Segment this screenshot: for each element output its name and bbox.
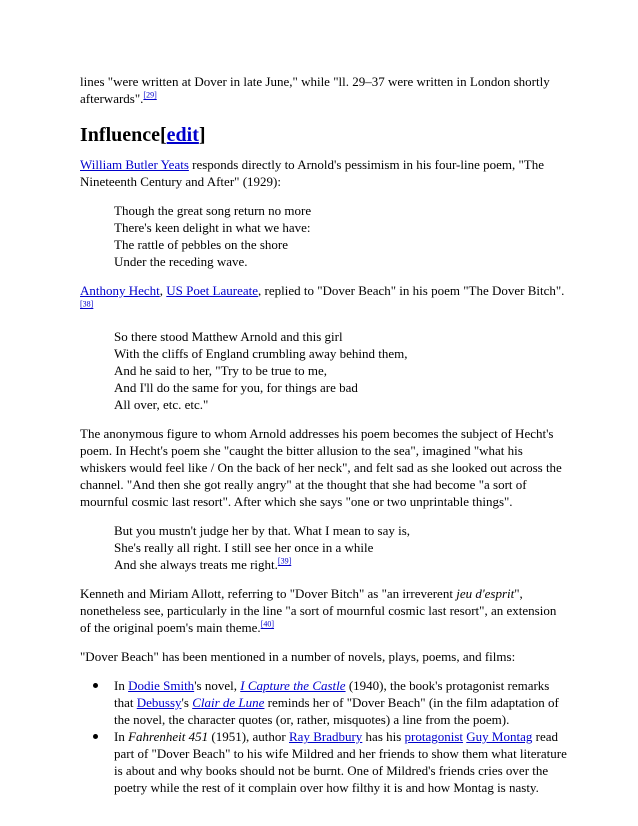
section-title: Influence <box>80 124 160 146</box>
intro-paragraph <box>80 73 570 107</box>
clair-de-lune-title[interactable]: Clair de Lune <box>192 695 265 710</box>
hecht-text: , replied to "Dover Beach" in his poem "The Dover Bitch". <box>258 283 565 298</box>
allott-paragraph <box>80 585 570 636</box>
list-item <box>114 677 570 728</box>
ref-39-link[interactable]: [39] <box>277 556 292 566</box>
poem-line: With the cliffs of England crumbling away behind them, <box>114 346 408 361</box>
dover-bitch-poem <box>114 522 570 573</box>
mentions-list <box>80 677 570 796</box>
bullet-icon <box>93 683 98 688</box>
hecht-sep: , <box>159 283 167 298</box>
ref-40-link[interactable]: [40] <box>260 619 275 629</box>
poem-line: And I'll do the same for you, for things are bad <box>114 380 358 395</box>
poem-line: But you mustn't judge her by that. What I mean to say is, <box>114 523 411 538</box>
edit-bracket-close: ] <box>198 124 206 146</box>
capture-castle-title[interactable]: I Capture the Castle <box>240 678 346 693</box>
bullet-icon <box>93 734 98 739</box>
guy-montag-link[interactable]: Guy Montag <box>466 729 533 744</box>
item-text: In <box>114 678 129 693</box>
mentioned-paragraph: "Dover Beach" has been mentioned in a number of novels, plays, poems, and films: <box>80 649 516 664</box>
hecht-link[interactable]: Anthony Hecht <box>80 283 160 298</box>
yeats-poem <box>114 202 570 270</box>
article-page <box>80 73 570 796</box>
yeats-text: responds directly to Arnold's pessimism in his four-line poem, "The Nineteenth Century and After" (1929): <box>80 157 544 189</box>
item-text: (1940), the book's protagonist remarks that <box>114 678 550 710</box>
poem-line: So there stood Matthew Arnold and this girl <box>114 329 343 344</box>
hecht-poem <box>114 328 570 413</box>
ref-38-link[interactable]: [38] <box>80 299 94 309</box>
item-text: In <box>114 729 129 744</box>
poem-line: There's keen delight in what we have: <box>114 220 311 235</box>
clair-de-lune-link[interactable] <box>192 695 264 710</box>
item-text: read part of "Dover Beach" to his wife Mildred and her friends to show them what literature is about and why books should not be burnt. One of Mildred's friends cries over the poetry while the rest of it complain over how filthy it is and how Montag is nasty. <box>114 729 567 795</box>
fahrenheit-title: Fahrenheit 451 <box>128 729 209 744</box>
item-text: 's novel, <box>194 678 241 693</box>
allott-text-1: Kenneth and Miriam Allott, referring to "Dover Bitch" as "an irreverent <box>80 586 457 601</box>
ray-bradbury-link[interactable]: Ray Bradbury <box>289 729 363 744</box>
item-text: has his <box>362 729 405 744</box>
ref-29-link[interactable]: [29] <box>143 90 157 100</box>
poem-line: All over, etc. etc." <box>114 397 209 412</box>
debussy-link[interactable]: Debussy <box>136 695 182 710</box>
allott-text-2: ", nonetheless see, particularly in the line "a sort of mournful cosmic last resort", an extension of the original poem's main theme. <box>80 586 557 635</box>
allott-italic: jeu d'esprit <box>456 586 515 601</box>
poem-line-text: And she always treats me right. <box>114 557 278 572</box>
anonymous-paragraph: The anonymous figure to whom Arnold addresses his poem becomes the subject of Hecht's poem. In Hecht's poem she "caught the bitter allusion to the sea", imagined "what his whiskers would feel like / On the back of her neck", and felt sad as she looked out across the channel. "And then she got really angry" at the thought that she had become "a sort of mournful cosmic last resort". After which she says "one or two unprintable things". <box>80 426 562 509</box>
edit-bracket-open: [ <box>160 124 167 146</box>
poem-line: Under the receding wave. <box>114 254 248 269</box>
item-text: (1951), author <box>208 729 289 744</box>
dodie-smith-link[interactable]: Dodie Smith <box>128 678 195 693</box>
poem-line: The rattle of pebbles on the shore <box>114 237 288 252</box>
item-text: 's <box>181 695 193 710</box>
poem-line: She's really all right. I still see her once in a while <box>114 540 374 555</box>
hecht-paragraph <box>80 282 570 316</box>
section-heading <box>80 123 570 147</box>
edit-link[interactable]: edit <box>166 124 199 146</box>
poet-laureate-link[interactable]: US Poet Laureate <box>166 283 258 298</box>
item-text: reminds her of "Dover Beach" (in the film adaptation of the novel, the character quotes (or, rather, misquotes) a line from the poem). <box>114 695 559 727</box>
poem-line: And he said to her, "Try to be true to me, <box>114 363 327 378</box>
poem-line <box>114 556 570 573</box>
poem-line: Though the great song return no more <box>114 203 312 218</box>
list-item <box>114 728 570 796</box>
capture-castle-link[interactable] <box>240 678 345 693</box>
yeats-paragraph <box>80 156 570 190</box>
intro-text: lines "were written at Dover in late June," while "ll. 29–37 were written in London shortly afterwards". <box>80 74 550 106</box>
protagonist-link[interactable]: protagonist <box>404 729 464 744</box>
yeats-link[interactable]: William Butler Yeats <box>80 157 189 172</box>
